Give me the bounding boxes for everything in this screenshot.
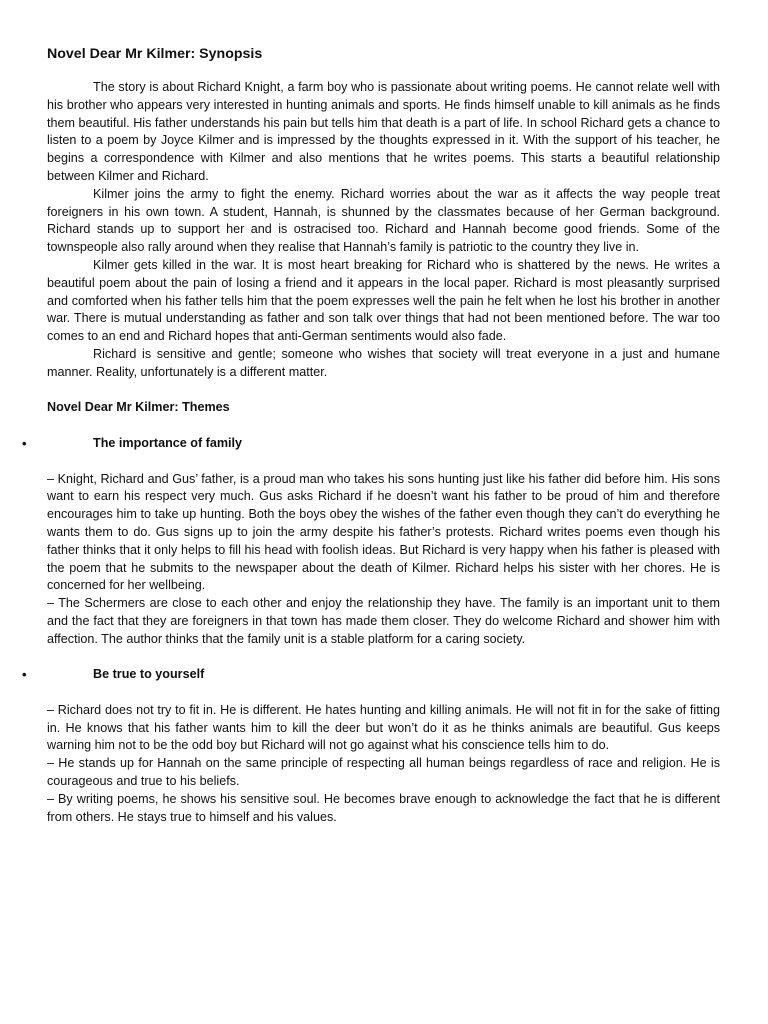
synopsis-paragraph: Richard is sensitive and gentle; someone who wishes that society will treat everyone in a just and humane manner. Reality, unfortunately is a different matter.: [47, 346, 720, 379]
themes-heading: Novel Dear Mr Kilmer: Themes: [47, 400, 230, 415]
theme-paragraph: – Richard does not try to fit in. He is different. He hates hunting and killing animals. He will not fit in for the sake of fitting in. He knows that his father wants him to kill the deer but won’t do it as he thinks animals are beautiful. Gus keeps warning him not to be the odd boy but Richard will not go against what his conscience tells him to do.: [47, 702, 720, 753]
theme-paragraph: – The Schermers are close to each other and enjoy the relationship they have. The family is an important unit to them and the fact that they are foreigners in that town has made them closer. They do welcome Richard and shower him with affection. The author thinks that the family unit is a stable platform for a caring society.: [47, 596, 720, 646]
theme-paragraph: – He stands up for Hannah on the same principle of respecting all human beings regardless of race and religion. He is courageous and true to his beliefs.: [47, 756, 720, 789]
theme-heading-row: [22, 435, 720, 453]
theme-paragraph: – By writing poems, he shows his sensitive soul. He becomes brave enough to acknowledge the fact that he is different from others. He stays true to himself and his values.: [47, 791, 720, 824]
theme-heading: Be true to yourself: [93, 667, 205, 682]
synopsis-paragraph: Kilmer joins the army to fight the enemy. Richard worries about the war as it affects the way people treat foreigners in his own town. A student, Hannah, is shunned by the classmates because of her German background. Richard stands up to support her and is ostracised too. Richard and Hannah become good friends. Some of the townspeople also rally around when they realise that Hannah’s family is patriotic to the country they live in.: [47, 186, 720, 255]
synopsis-paragraph: The story is about Richard Knight, a farm boy who is passionate about writing poems. He cannot relate well with his brother who appears very interested in hunting animals and sports. He finds himself unable to kill animals as he finds them beautiful. His father understands his pain but tells him that death is a part of life. In school Richard gets a chance to listen to a poem by Joyce Kilmer and is impressed by the thoughts expressed in it. With the support of his teacher, he begins a correspondence with Kilmer and also mentions that he writes poems. This starts a beautiful relationship between Kilmer and Richard.: [47, 80, 720, 183]
document-title: Novel Dear Mr Kilmer: Synopsis: [47, 46, 263, 62]
synopsis-paragraph: Kilmer gets killed in the war. It is most heart breaking for Richard who is shattered by the news. He writes a beautiful poem about the pain of losing a friend and it appears in the local paper. Richard is most pleasantly surprised and comforted when his father tells him that the poem expresses well the pain he felt when he lost his brother in another war. There is mutual understanding as father and son talk over things that had not been mentioned before. The war too comes to an end and Richard hopes that anti-German sentiments would also fade.: [47, 257, 720, 344]
theme-heading: The importance of family: [93, 435, 243, 450]
bullet-icon: •: [22, 435, 27, 451]
bullet-icon: •: [22, 667, 27, 683]
theme-paragraph: – Knight, Richard and Gus’ father, is a proud man who takes his sons hunting just like his father did before him. His sons want to earn his respect very much. Gus asks Richard if he doesn’t want his father to be proud of him and therefore encourages him to take up hunting. Both the boys obey the wishes of the father even though they can’t do everything he wants them to do. Gus signs up to join the army despite his father’s protests. Richard writes poems even though his father thinks that it only helps to fill his head with foolish ideas. But Richard is very happy when his father is pleased with the poem that he submits to the newspaper about the death of Kilmer. Richard helps his sister with her chores. He is concerned for her wellbeing.: [47, 471, 720, 593]
theme-heading-row: [22, 666, 720, 684]
document-page: [22, 44, 720, 826]
